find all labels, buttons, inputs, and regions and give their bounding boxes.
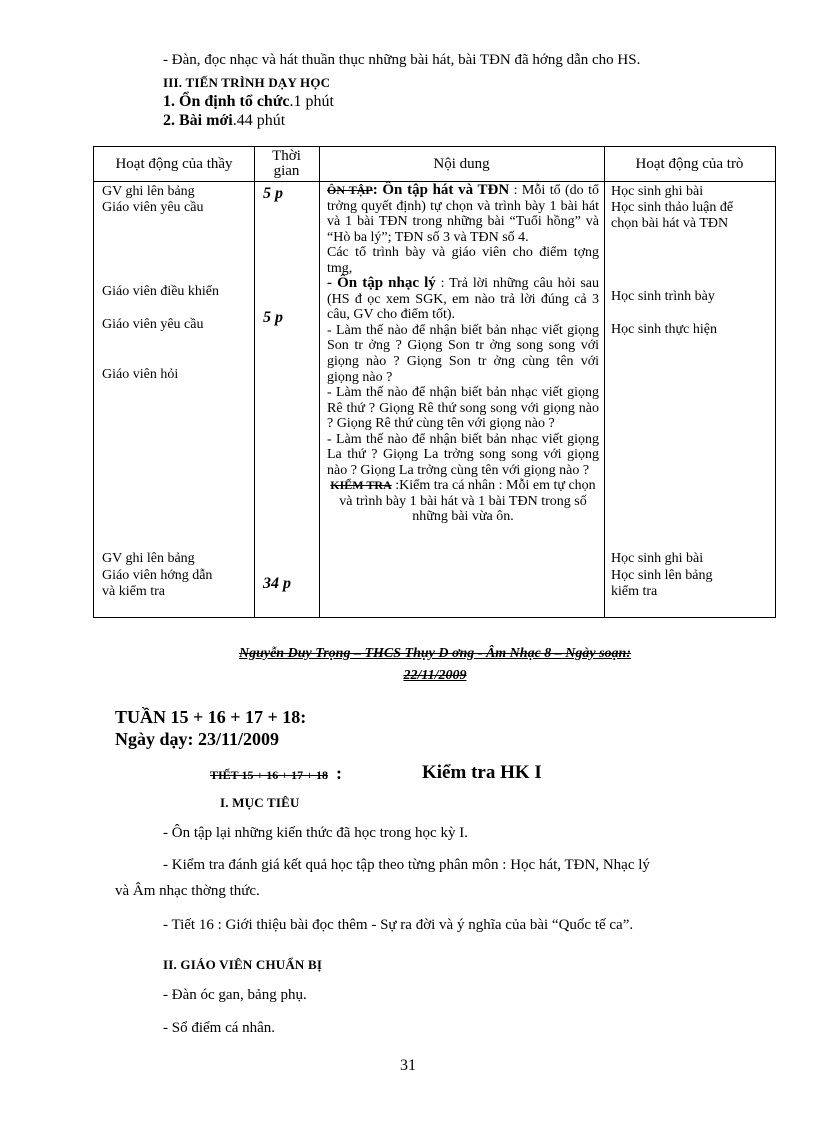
header-time: Thời gian: [272, 148, 301, 179]
test-text: :Kiểm tra cá nhân : Mỗi em tự chọn và trình bày 1 bài hát và 1 bài TĐN trong số những bài vừa ôn.: [339, 478, 596, 525]
prep-line: - Đàn, đọc nhạc và hát thuần thục những bài hát, bài TĐN đã hớng dẫn cho HS.: [163, 52, 641, 68]
header-content: Nội dung: [433, 155, 490, 172]
item-2-time: .44 phút: [232, 112, 286, 129]
teacher-activity: Giáo viên hớng dẫn: [102, 568, 213, 583]
col-divider: [254, 147, 255, 617]
item-2: [163, 112, 285, 130]
teacher-activity: Giáo viên điều khiển: [102, 284, 220, 299]
preparation-item: - Sổ điểm cá nhân.: [163, 1020, 276, 1036]
author-line: Nguyễn Duy Trọng – THCS Thụy D ơng - Âm Nhạc 8 – Ngày soạn:: [238, 646, 632, 661]
theory-title: - Ôn tập nhạc lý: [327, 275, 436, 292]
objective-item-cont: và Âm nhạc thờng thức.: [115, 883, 260, 899]
student-activity: Học sinh trình bày: [611, 289, 715, 304]
col-divider: [604, 147, 605, 617]
student-activity: Học sinh thảo luận để: [611, 200, 734, 215]
author-date: 22/11/2009: [403, 668, 467, 683]
preparation-item: - Đàn óc gan, bảng phụ.: [163, 987, 307, 1003]
student-activity: Học sinh thực hiện: [611, 322, 717, 337]
lesson-colon: :: [335, 763, 342, 783]
content-cell: [327, 183, 599, 525]
student-activity: Học sinh ghi bài: [611, 551, 704, 566]
review-text: : Mỗi tổ (do tổ trởng quyết định) tự chọn và trình bày 1 bài hát và 1 bài TĐN trong những bài “Tuổi hồng” và “Hò ba lý”; TĐN số 3 và TĐN số 4.: [327, 183, 599, 245]
header-student: Hoạt động của trò: [635, 155, 744, 172]
content-question-1: - Làm thế nào để nhận biết bản nhạc viết giọng Son tr ởng ? Giọng Son tr ởng song song với giọng nào ? Giọng Son tr ởng cùng tên với giọng nào ?: [327, 322, 599, 385]
item-1-label: 1. Ổn định tổ chức: [163, 93, 290, 110]
item-1-time: .1 phút: [289, 93, 334, 110]
teacher-activity: Giáo viên yêu cầu: [102, 317, 204, 332]
lesson-table: [93, 146, 776, 618]
objective-item: - Kiểm tra đánh giá kết quả học tập theo từng phân môn : Học hát, TĐN, Nhạc lý: [163, 857, 650, 873]
page-number: 31: [400, 1057, 416, 1074]
teacher-activity: GV ghi lên bảng: [102, 551, 195, 566]
teacher-activity: GV ghi lên bảng: [102, 184, 195, 199]
teacher-activity: Giáo viên hỏi: [102, 367, 179, 382]
time-value: 5 p: [263, 309, 283, 326]
item-1: [163, 93, 334, 111]
review-label: ÔN TẬP: [327, 183, 373, 197]
test-label: KIỂM TRA: [330, 478, 392, 493]
week-heading: TUẦN 15 + 16 + 17 + 18:: [115, 707, 307, 727]
content-presentation: Các tổ trình bày và giáo viên cho điểm tợng tmg,: [327, 245, 599, 276]
header-teacher: Hoạt động của thầy: [115, 155, 233, 172]
lesson-title: Kiểm tra HK I: [422, 762, 542, 783]
student-activity: kiểm tra: [611, 584, 658, 599]
student-activity: chọn bài hát và TĐN: [611, 216, 729, 231]
student-activity: Học sinh ghi bài: [611, 184, 704, 199]
preparation-heading: II. GIÁO VIÊN CHUẨN BỊ: [163, 957, 323, 972]
item-2-label: 2. Bài mới: [163, 112, 233, 129]
lesson-label: TIẾT 15 + 16 + 17 + 18: [210, 768, 328, 782]
lesson-heading: [210, 763, 342, 784]
teach-date: Ngày dạy: 23/11/2009: [115, 729, 280, 749]
objective-item: - Tiết 16 : Giới thiệu bài đọc thêm - Sự ra đời và ý nghĩa của bài “Quốc tế ca”.: [163, 917, 634, 933]
objective-item: - Ôn tập lại những kiến thức đã học trong học kỳ I.: [163, 825, 468, 841]
teacher-activity: và kiểm tra: [102, 584, 165, 599]
content-test: [327, 478, 599, 525]
content-question-2: - Làm thế nào để nhận biết bản nhạc viết giọng Rê thứ ? Giọng Rê thứ song song với giọng nào ? Giọng Rê thứ cùng tên với giọng nào ?: [327, 385, 599, 432]
content-review-singing: [327, 183, 599, 245]
col-divider: [319, 147, 320, 617]
teacher-activity: Giáo viên yêu cầu: [102, 200, 204, 215]
review-title: : Ôn tập hát và TĐN: [372, 182, 510, 198]
time-value: 34 p: [263, 575, 291, 592]
content-theory: [327, 276, 599, 323]
theory-text: : Trả lời những câu hỏi sau (HS đ ọc xem SGK, em nào trả lời đúng cả 3 câu, GV cho điểm tốt).: [327, 276, 599, 323]
content-question-3: - Làm thế nào để nhận biết bản nhạc viết giọng La thứ ? Giọng La trởng song song với giọng nào ? Giọng La trởng cùng tên với giọng nào ?: [327, 431, 599, 478]
student-activity: Học sinh lên bảng: [611, 568, 713, 583]
section-heading-3: III. TIẾN TRÌNH DẠY HỌC: [163, 75, 331, 90]
time-value: 5 p: [263, 185, 283, 202]
objectives-heading: I. MỤC TIÊU: [220, 795, 300, 810]
